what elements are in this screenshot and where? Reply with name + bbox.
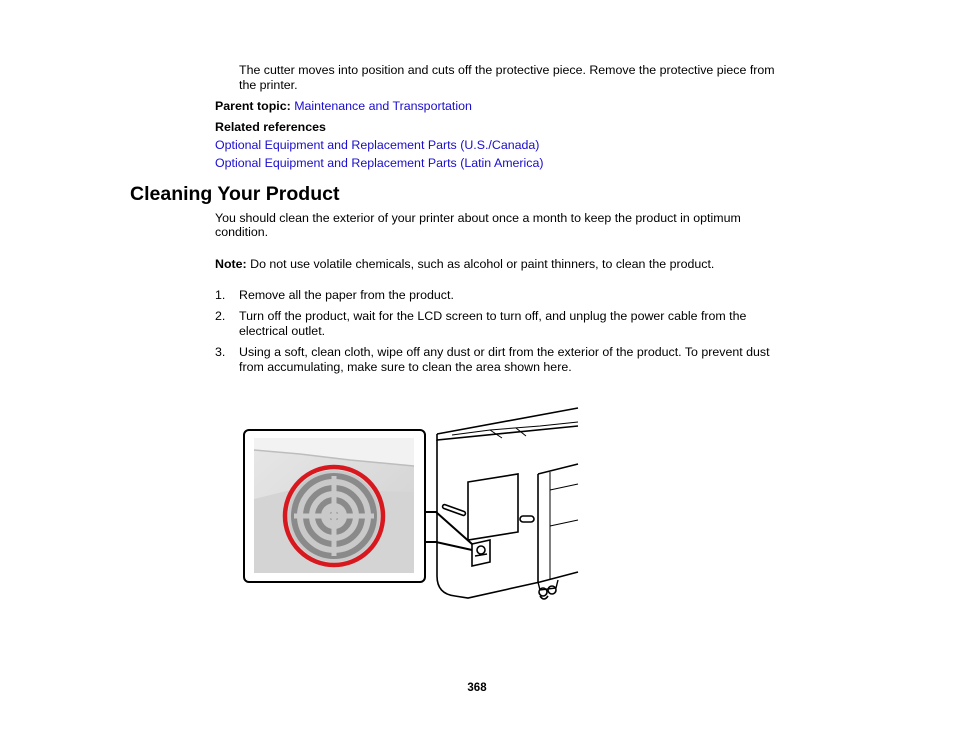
note	[215, 257, 714, 272]
parent-topic-label: Parent topic:	[215, 99, 291, 113]
vent-grille-icon	[288, 470, 380, 562]
printer-cleaning-illustration	[240, 404, 582, 600]
step-3-line-2: from accumulating, make sure to clean the area shown here.	[239, 360, 572, 374]
section-para-line-2: condition.	[215, 225, 269, 239]
note-text: Do not use volatile chemicals, such as alcohol or paint thinners, to clean the product.	[246, 257, 715, 271]
related-references-heading: Related references	[215, 120, 326, 134]
section-para-line-1: You should clean the exterior of your printer about once a month to keep the product in optimum	[215, 211, 741, 225]
callout-pointer	[425, 512, 472, 550]
intro-line-1: The cutter moves into position and cuts off the protective piece. Remove the protective piece from	[239, 63, 775, 77]
step-3-line-1: Using a soft, clean cloth, wipe off any dust or dirt from the exterior of the product. To prevent dust	[239, 345, 770, 359]
parent-topic	[215, 99, 472, 114]
section-title: Cleaning Your Product	[130, 183, 340, 205]
step-number: 1.	[215, 288, 226, 302]
related-link-us-canada[interactable]: Optional Equipment and Replacement Parts (U.S./Canada)	[215, 138, 540, 152]
printer-side-view	[437, 408, 578, 599]
intro-line-2: the printer.	[239, 78, 298, 92]
step-number: 2.	[215, 309, 226, 323]
step-2-line-2: electrical outlet.	[239, 324, 326, 338]
step-2-line-1: Turn off the product, wait for the LCD screen to turn off, and unplug the power cable from the	[239, 309, 747, 323]
note-label: Note:	[215, 257, 247, 271]
page-number: 368	[467, 682, 487, 694]
step-1-line-1: Remove all the paper from the product.	[239, 288, 454, 302]
step-number: 3.	[215, 345, 226, 359]
callout-zoom-box	[244, 430, 425, 582]
parent-topic-link[interactable]: Maintenance and Transportation	[294, 99, 472, 113]
related-link-latin-america[interactable]: Optional Equipment and Replacement Parts (Latin America)	[215, 156, 544, 170]
